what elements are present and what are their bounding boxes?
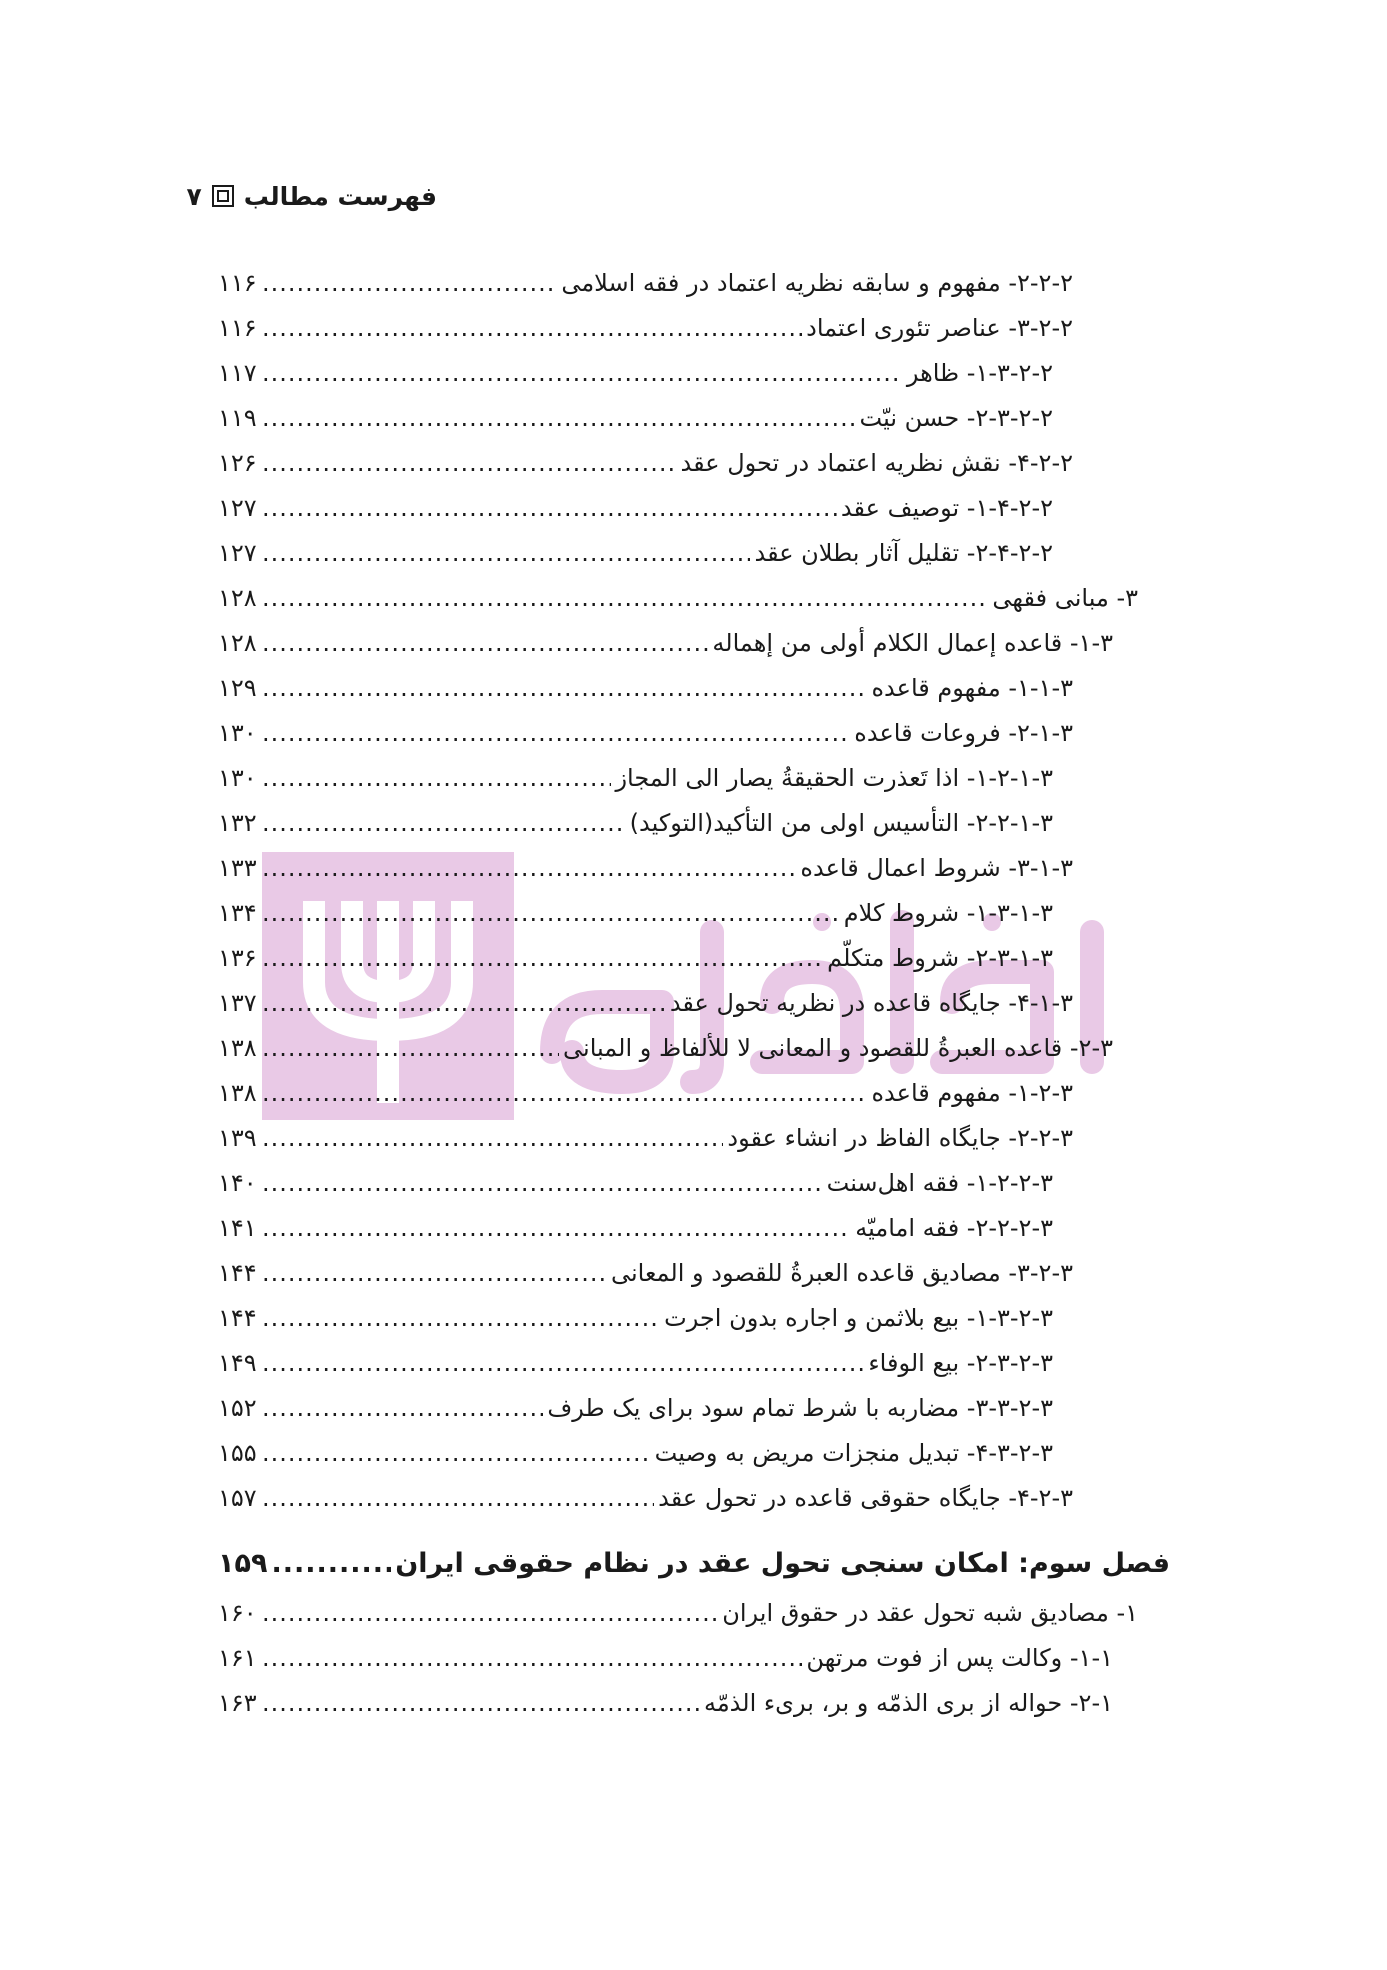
- toc-entry-page: ۱۱۹: [218, 404, 257, 432]
- toc-entry-title: ۳-۲-۳- مصادیق قاعده العبرةُ للقصود و المعانی: [610, 1259, 1073, 1287]
- toc-dot-leader: [262, 1070, 867, 1116]
- toc-entry-page: ۱۲۸: [218, 584, 257, 612]
- toc-entry: [218, 1340, 1053, 1386]
- toc-entry-page: ۱۴۴: [218, 1259, 257, 1287]
- toc-entry-title: ۳- مبانی فقهی: [992, 584, 1138, 612]
- toc-entry-title: ۳-۳-۲-۳- مضاربه با شرط تمام سود برای یک طرف: [547, 1394, 1053, 1422]
- header-page-number: ۷: [186, 182, 202, 211]
- toc-entry-title: ۱-۳- قاعده إعمال الکلام أولی من إهماله: [712, 629, 1113, 657]
- toc-entry-page: ۱۲۷: [218, 494, 257, 522]
- toc-entry: [218, 890, 1053, 936]
- toc-entry-title: ۲-۱-۳- فروعات قاعده: [854, 719, 1073, 747]
- toc-entry-page: ۱۲۶: [218, 449, 257, 477]
- toc-entry-page: ۱۵۲: [218, 1394, 257, 1422]
- toc-entry-page: ۱۳۳: [218, 854, 257, 882]
- toc-entry: [218, 1680, 1113, 1726]
- toc-dot-leader: [262, 1340, 864, 1386]
- toc-dot-leader: [262, 530, 750, 576]
- toc-entry-title: ۲-۴-۲-۲- تقلیل آثار بطلان عقد: [754, 539, 1053, 567]
- toc-entry-title: ۲-۲-۱-۳- التأسیس اولی من التأکید(التوکید): [629, 809, 1053, 837]
- toc-entry: [218, 1475, 1073, 1521]
- toc-dot-leader: [262, 1430, 651, 1476]
- toc-dot-leader: [262, 1635, 802, 1681]
- toc-dot-leader: [262, 485, 837, 531]
- toc-dot-leader: [262, 1680, 700, 1726]
- toc-dot-leader: [262, 575, 988, 621]
- toc-entry: [218, 575, 1138, 621]
- toc-entry: [218, 440, 1073, 486]
- toc-dot-leader: [262, 755, 611, 801]
- toc-entry-page: ۱۳۸: [218, 1079, 257, 1107]
- toc-entry-page: ۱۳۰: [218, 764, 257, 792]
- toc-entry: [218, 980, 1073, 1026]
- toc-entry: [218, 845, 1073, 891]
- toc-entry: [218, 1160, 1053, 1206]
- toc-entry-page: ۱۲۹: [218, 674, 257, 702]
- toc-entry-title: ۲-۲-۲-۳- فقه امامیّه: [855, 1214, 1053, 1242]
- toc-entry-title: ۴-۳-۲-۳- تبدیل منجزات مریض به وصیت: [654, 1439, 1053, 1467]
- toc-entry-page: ۱۵۹: [218, 1548, 268, 1579]
- toc-entry-page: ۱۳۸: [218, 1034, 257, 1062]
- toc-dot-leader: [262, 710, 850, 756]
- toc-entry-page: ۱۲۸: [218, 629, 257, 657]
- toc-entry: [218, 530, 1053, 576]
- toc-dot-leader: [271, 1541, 391, 1587]
- toc-dot-leader: [262, 845, 796, 891]
- toc-entry: [218, 1635, 1113, 1681]
- toc-entry-title: ۲-۱- حواله از بری الذمّه و بر، بریء الذمّه: [703, 1689, 1113, 1717]
- toc-entry-title: ۱-۴-۲-۲- توصیف عقد: [840, 494, 1053, 522]
- toc-dot-leader: [262, 1250, 607, 1296]
- toc-entry-page: ۱۵۵: [218, 1439, 257, 1467]
- toc-entry-page: ۱۳۶: [218, 944, 257, 972]
- toc-entry-page: ۱۶۳: [218, 1689, 257, 1717]
- toc-dot-leader: [262, 1025, 559, 1071]
- toc-dot-leader: [262, 260, 557, 306]
- toc-entry-page: ۱۴۴: [218, 1304, 257, 1332]
- toc-entry: [218, 1025, 1113, 1071]
- toc-entry-title: ۳-۲-۲- عناصر تئوری اعتماد: [806, 314, 1073, 342]
- toc-entry: [218, 1430, 1053, 1476]
- toc-entry-page: ۱۵۷: [218, 1484, 257, 1512]
- toc-dot-leader: [262, 1590, 718, 1636]
- toc-entry: [218, 665, 1073, 711]
- toc-dot-leader: [262, 350, 903, 396]
- toc-dot-leader: [262, 890, 840, 936]
- toc-entry-page: ۱۳۲: [218, 809, 257, 837]
- toc-dot-leader: [262, 395, 856, 441]
- toc-entry-title: ۱-۱- وکالت پس از فوت مرتهن: [806, 1644, 1113, 1672]
- toc-entry-title: ۱-۳-۲-۲- ظاهر: [906, 359, 1053, 387]
- header-title: فهرست مطالب: [243, 182, 437, 211]
- toc-entry-title: ۲-۲-۲- مفهوم و سابقه نظریه اعتماد در فقه اسلامی: [561, 269, 1073, 297]
- toc-entry-title: ۲-۳-۱-۳- شروط متکلّم: [827, 944, 1053, 972]
- toc-entry-page: ۱۴۹: [218, 1349, 257, 1377]
- toc-entry-title: ۱-۳-۱-۳- شروط کلام: [843, 899, 1053, 927]
- toc-entry-page: ۱۴۱: [218, 1214, 257, 1242]
- toc-entry-page: ۱۱۶: [218, 314, 257, 342]
- toc-dot-leader: [262, 1475, 654, 1521]
- toc-dot-leader: [262, 1385, 543, 1431]
- toc-dot-leader: [262, 440, 677, 486]
- toc-entry: [218, 1295, 1053, 1341]
- toc-entry-title: فصل سوم: امکان سنجی تحول عقد در نظام حقوقی ایران: [395, 1548, 1170, 1579]
- toc-entry-title: ۳-۱-۳- شروط اعمال قاعده: [800, 854, 1073, 882]
- toc-entry: [218, 1115, 1073, 1161]
- toc-entry-title: ۲-۳-۲-۳- بیع الوفاء: [868, 1349, 1053, 1377]
- toc-entry: [218, 1070, 1073, 1116]
- toc-entry: [218, 350, 1053, 396]
- toc-entry: [218, 305, 1073, 351]
- toc-entry-title: ۱-۲-۲-۳- فقه اهل‌سنت: [826, 1169, 1053, 1197]
- toc-dot-leader: [262, 1115, 723, 1161]
- toc-entry: [218, 800, 1053, 846]
- toc-entry-page: ۱۲۷: [218, 539, 257, 567]
- toc-entry-title: ۱-۲-۳- مفهوم قاعده: [871, 1079, 1073, 1107]
- toc-entry: [218, 620, 1113, 666]
- toc-entry: [218, 395, 1053, 441]
- toc-entry-title: ۲-۳-۲-۲- حسن نیّت: [859, 404, 1053, 432]
- toc-entry-title: ۴-۱-۳- جایگاه قاعده در نظریه تحول عقد: [669, 989, 1073, 1017]
- toc-dot-leader: [262, 980, 666, 1026]
- toc-entry-title: ۱-۳-۲-۳- بیع بلاثمن و اجاره بدون اجرت: [664, 1304, 1053, 1332]
- toc-entry: [218, 260, 1073, 306]
- toc-entry: [218, 710, 1073, 756]
- toc-entry-page: ۱۶۰: [218, 1599, 257, 1627]
- toc-entry-page: ۱۳۰: [218, 719, 257, 747]
- toc-dot-leader: [262, 800, 626, 846]
- toc-entry-page: ۱۳۹: [218, 1124, 257, 1152]
- toc-entry: [218, 1385, 1053, 1431]
- toc-entry-title: ۱- مصادیق شبه تحول عقد در حقوق ایران: [722, 1599, 1138, 1627]
- toc-entry: [218, 1250, 1073, 1296]
- toc-dot-leader: [262, 1295, 660, 1341]
- toc-dot-leader: [262, 305, 802, 351]
- toc-entry-title: ۴-۲-۲- نقش نظریه اعتماد در تحول عقد: [680, 449, 1073, 477]
- toc-entry: [218, 935, 1053, 981]
- toc-entry-title: ۲-۲-۳- جایگاه الفاظ در انشاء عقود: [727, 1124, 1073, 1152]
- toc-entry: [218, 485, 1053, 531]
- toc-entry-title: ۲-۳- قاعده العبرةُ للقصود و المعانی لا للألفاظ و المبانی: [563, 1034, 1113, 1062]
- toc-entry-page: ۱۳۷: [218, 989, 257, 1017]
- toc-entry: [218, 1205, 1053, 1251]
- toc-dot-leader: [262, 1205, 851, 1251]
- toc-dot-leader: [262, 1160, 823, 1206]
- toc-entry-page: ۱۳۴: [218, 899, 257, 927]
- toc-entry-page: ۱۱۷: [218, 359, 257, 387]
- toc-entry-page: ۱۱۶: [218, 269, 257, 297]
- toc-entry: [218, 755, 1053, 801]
- toc-dot-leader: [262, 935, 823, 981]
- toc-chapter-entry: [218, 1541, 1170, 1587]
- toc-entry-title: ۴-۲-۳- جایگاه حقوقی قاعده در تحول عقد: [658, 1484, 1073, 1512]
- toc-dot-leader: [262, 665, 867, 711]
- toc-entry-page: ۱۶۱: [218, 1644, 257, 1672]
- toc-entry-title: ۱-۲-۱-۳- اذا تَعذرت الحقیقةُ یصار الی المجاز: [615, 764, 1053, 792]
- toc-entry-page: ۱۴۰: [218, 1169, 257, 1197]
- toc-dot-leader: [262, 620, 708, 666]
- toc-entry-title: ۱-۱-۳- مفهوم قاعده: [871, 674, 1073, 702]
- toc-entry: [218, 1590, 1138, 1636]
